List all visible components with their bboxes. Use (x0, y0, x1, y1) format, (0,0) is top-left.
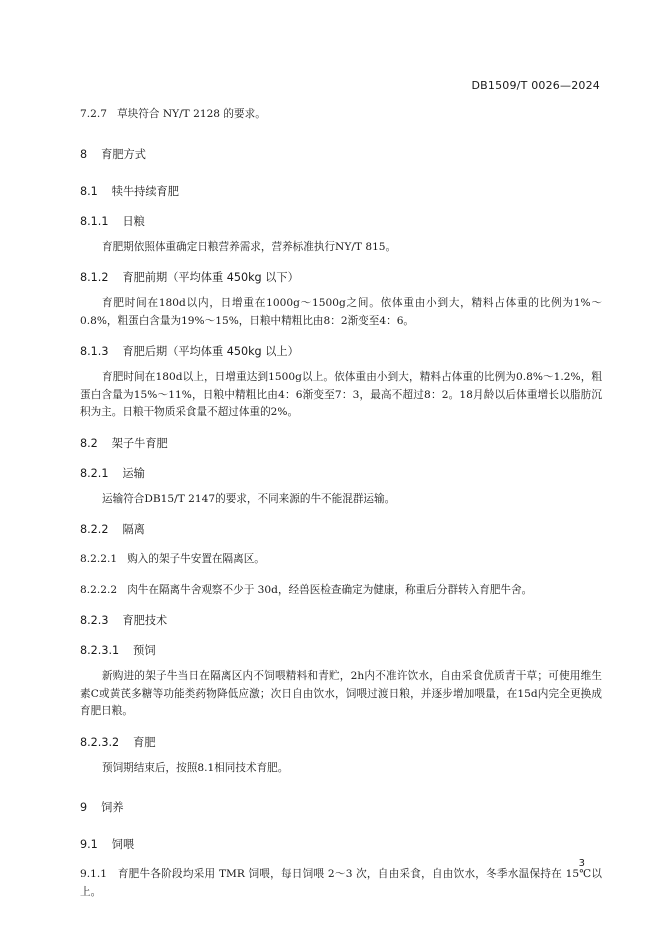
section-8-1-heading (80, 183, 602, 200)
heading-title: 饲养 (101, 801, 124, 814)
heading-number: 8 (80, 147, 88, 161)
clause-text: 购入的架子牛安置在隔离区。 (127, 553, 265, 565)
section-8-1-1-heading (80, 213, 602, 230)
heading-number: 8.2 (80, 436, 98, 450)
page-number: 3 (578, 858, 585, 869)
section-8-2-heading (80, 435, 602, 452)
heading-title: 育肥前期（平均体重 450kg 以下） (122, 271, 299, 284)
section-8-2-3-1-heading (80, 642, 602, 659)
section-8-2-3-2-heading (80, 734, 602, 751)
heading-title: 育肥后期（平均体重 450kg 以上） (122, 345, 299, 358)
paragraph-8-2-3-2: 预饲期结束后，按照8.1相同技术育肥。 (102, 761, 289, 774)
heading-title: 育肥方式 (101, 147, 146, 161)
clause-text: 草块符合 NY/T 2128 的要求。 (117, 108, 266, 120)
heading-number: 8.1.1 (80, 214, 109, 228)
heading-number: 9.1 (80, 838, 98, 851)
heading-number: 8.2.3 (80, 614, 109, 627)
clause-text: 育肥牛各阶段均采用 TMR 饲喂，每日饲喂 2～3 次，自由采食，自由饮水，冬季水温保持在 15℃以上。 (80, 868, 602, 898)
section-8-1-3-heading (80, 343, 602, 360)
clause-number: 9.1.1 (80, 868, 107, 880)
heading-title: 架子牛育肥 (111, 436, 168, 450)
heading-number: 8.2.3.1 (80, 644, 120, 657)
heading-number: 8.1.2 (80, 271, 109, 284)
section-9-heading (80, 799, 602, 816)
heading-title: 育肥 (133, 735, 156, 749)
clause-number: 7.2.7 (80, 108, 107, 120)
paragraph-8-1-2: 育肥时间在180d以内，日增重在1000g～1500g之间。依体重由小到大，精料占体重的比例为1%～0.8%，粗蛋白含量为19%～15%，日粮中精粗比由8：2渐变至4：6。 (80, 297, 602, 327)
heading-title: 日粮 (122, 214, 145, 228)
heading-title: 运输 (122, 466, 145, 480)
section-8-2-3-heading (80, 612, 602, 629)
clause-9-1-1 (80, 866, 602, 901)
heading-number: 8.1 (80, 184, 98, 198)
clause-number: 8.2.2.1 (80, 553, 118, 565)
heading-number: 9 (80, 801, 88, 814)
clause-7-2-7 (80, 106, 602, 124)
clause-text: 肉牛在隔离牛舍观察不少于 30d，经兽医检查确定为健康，称重后分群转入育肥牛舍。 (127, 583, 533, 596)
heading-title: 犊牛持续育肥 (111, 184, 179, 198)
section-9-1-heading (80, 836, 602, 853)
heading-title: 预饲 (133, 644, 156, 657)
clause-number: 8.2.2.2 (80, 583, 118, 596)
heading-number: 8.2.2 (80, 523, 109, 536)
clause-8-2-2-2 (80, 582, 602, 600)
paragraph-8-1-3: 育肥时间在180d以上，日增重达到1500g以上。依体重由小到大，精料占体重的比例为0.8%～1.2%，粗蛋白含量为15%～11%，日粮中精粗比由4：6渐变至7：3，最高不超过8：2。18月龄以后体重增长以脂肪沉积为主。日粮干物质采食量不超过体重的2%。 (80, 371, 602, 418)
heading-number: 8.1.3 (80, 345, 109, 358)
paragraph-8-2-1: 运输符合DB15/T 2147的要求，不同来源的牛不能混群运输。 (102, 492, 396, 505)
heading-title: 饲喂 (111, 838, 135, 851)
paragraph-8-2-3-1: 新购进的架子牛当日在隔离区内不饲喂精料和青贮，2h内不准许饮水，自由采食优质青干草；可使用维生素C或黄芪多糖等功能类药物降低应激；次日自由饮水，饲喂过渡日粮，并逐步增加喂量，在15d内完全更换成育肥日粮。 (80, 670, 602, 717)
section-8-1-2-heading (80, 269, 602, 286)
heading-number: 8.2.3.2 (80, 735, 120, 749)
clause-8-2-2-1 (80, 551, 602, 569)
standard-code: DB1509/T 0026—2024 (471, 79, 600, 92)
section-8-heading (80, 146, 602, 163)
paragraph-8-1-1: 育肥期依照体重确定日粮营养需求，营养标准执行NY/T 815。 (102, 240, 397, 253)
heading-title: 育肥技术 (122, 614, 168, 627)
heading-number: 8.2.1 (80, 466, 109, 480)
section-8-2-1-heading (80, 465, 602, 482)
section-8-2-2-heading (80, 521, 602, 538)
heading-title: 隔离 (122, 523, 145, 536)
document-body (80, 106, 602, 901)
